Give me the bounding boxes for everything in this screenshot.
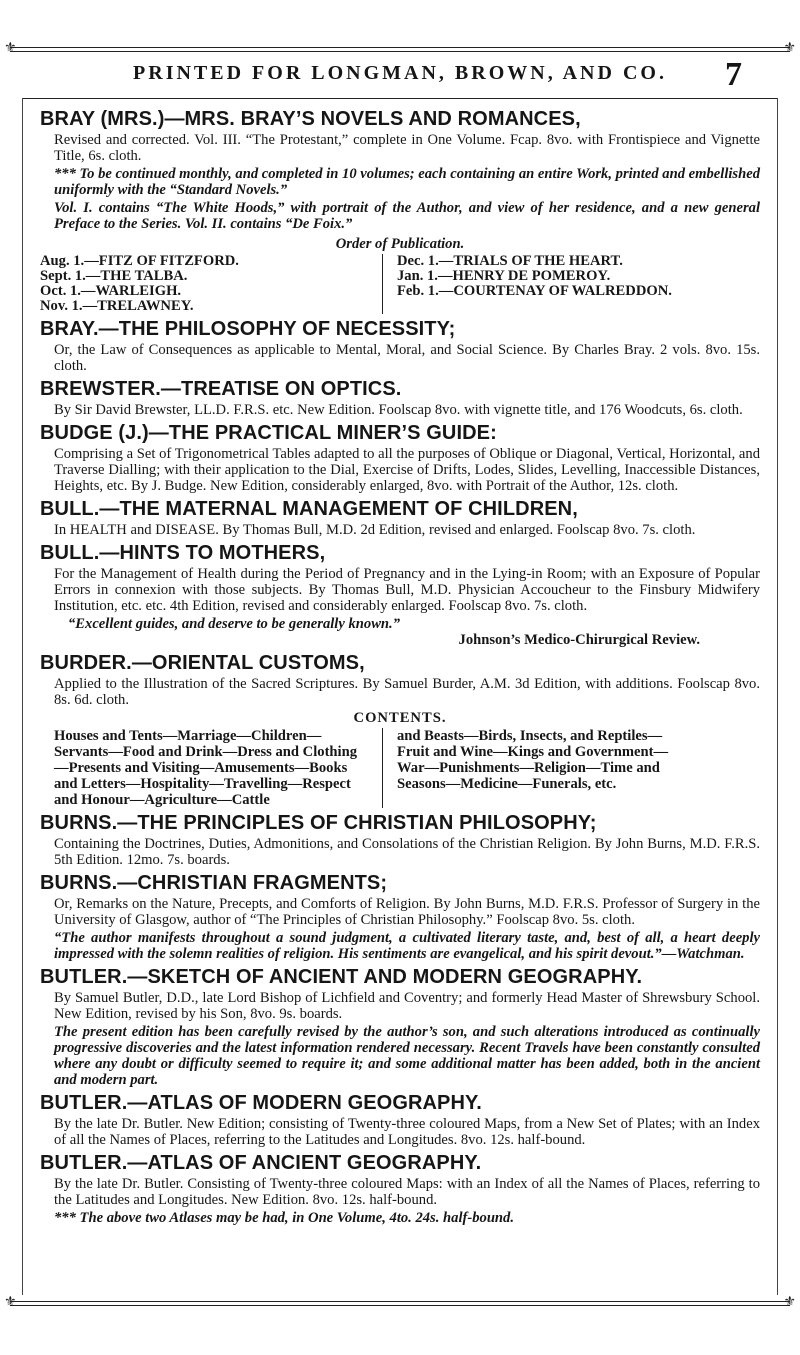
top-border-rule-inner [10,51,790,52]
page-header [0,56,800,93]
right-frame-rule [777,98,778,1295]
fleuron-ornament-left: ⚜ [4,41,17,56]
entry-title: BULL.—HINTS TO MOTHERS, [40,542,326,564]
review-attribution: Johnson’s Medico-Chirurgical Review. [458,632,700,648]
entry-title: BULL.—THE MATERNAL MANAGEMENT OF CHILDREN, [40,498,578,520]
catalogue-entries [40,104,760,1226]
order-item: Feb. 1.—COURTENAY OF WALREDDON. [397,283,672,299]
order-item: Oct. 1.—WARLEIGH. [40,283,182,299]
bottom-border-rule-inner [10,1305,790,1306]
entry-description: Revised and corrected. Vol. III. “The Protestant,” complete in One Volume. Fcap. 8vo. with Frontispiece and Vignette Title, 6s. cloth. [54,132,760,164]
entry-title: BUTLER.—SKETCH OF ANCIENT AND MODERN GEOGRAPHY. [40,966,643,988]
entry-burns-principles [40,811,760,868]
contents-list [40,728,760,808]
entry-description: In HEALTH and DISEASE. By Thomas Bull, M.D. 2d Edition, revised and enlarged. Foolscap 8vo. 7s. cloth. [54,522,696,538]
entry-description: Applied to the Illustration of the Sacred Scriptures. By Samuel Burder, A.M. 3d Edition, with additions. Foolscap 8vo. 8s. 6d. cloth. [54,676,760,708]
fleuron-ornament-right: ⚜ [783,41,796,56]
order-list-left [40,254,370,314]
entry-title: BUTLER.—ATLAS OF ANCIENT GEOGRAPHY. [40,1152,482,1174]
entry-title: BREWSTER.—TREATISE ON OPTICS. [40,378,402,400]
entry-budge [40,421,760,494]
entry-note-volumes: Vol. I. contains “The White Hoods,” with portrait of the Author, and view of her residence, and a new general Preface to the Series. Vol. II. contains “De Foix.” [54,200,760,232]
entry-title: BRAY.—THE PHILOSOPHY OF NECESSITY; [40,318,456,340]
entry-butler-atlas-modern [40,1091,760,1148]
bottom-border-rule [10,1301,790,1302]
order-item: Sept. 1.—THE TALBA. [40,268,188,284]
review-quote: “The author manifests throughout a sound judgment, a cultivated literary taste, and, best of all, a heart deeply impressed with the solemn realities of religion. His sentiments are evangelical, and his spirit devout.”—Watchman. [54,930,760,962]
left-frame-rule [22,98,23,1295]
entry-bull-maternal [40,497,760,538]
entry-description: By the late Dr. Butler. Consisting of Twenty-three coloured Maps: with an Index of all the Names of Places, referring to the Latitudes and Longitudes. New Edition. 8vo. 12s. half-bound. [54,1176,760,1208]
entry-note: *** The above two Atlases may be had, in One Volume, 4to. 24s. half-bound. [54,1210,514,1226]
entry-title: BUDGE (J.)—THE PRACTICAL MINER’S GUIDE: [40,422,497,444]
order-item: Jan. 1.—HENRY DE POMEROY. [397,268,611,284]
review-quote: “Excellent guides, and deserve to be generally known.” [68,616,400,632]
entry-bray-novels [40,107,760,314]
order-list-right [382,254,672,314]
entry-description: Or, Remarks on the Nature, Precepts, and Comforts of Religion. By John Burns, M.D. F.R.S. Professor of Surgery in the University of Glasgow, author of “The Principles of Christian Philosophy.” Foolscap 8vo. 5s. cloth. [54,896,760,928]
entry-title: BURDER.—ORIENTAL CUSTOMS, [40,652,365,674]
entry-description: For the Management of Health during the Period of Pregnancy and in the Lying-in Room; with an Exposure of Popular Errors in connexion with those subjects. By Thomas Bull, M.D. Physician Accoucheur to the Finsbury Midwifery Institution, etc. etc. 4th Edition, revised and considerably enlarged. Foolscap 8vo. 7s. cloth. [54,566,760,614]
entry-burns-fragments [40,871,760,962]
top-border-rule [10,47,790,48]
order-item: Nov. 1.—TRELAWNEY. [40,298,194,314]
entry-title: BURNS.—THE PRINCIPLES OF CHRISTIAN PHILOSOPHY; [40,812,597,834]
entry-brewster [40,377,760,418]
page-number: 7 [725,56,742,93]
entry-description: By the late Dr. Butler. New Edition; consisting of Twenty-three coloured Maps, from a New Set of Plates; with an Index of all the Names of Places, referring to the Latitudes and Longitudes. 8vo. 12s. half-bound. [54,1116,760,1148]
running-head: PRINTED FOR LONGMAN, BROWN, AND CO. [133,62,667,84]
entry-butler-sketch [40,965,760,1088]
contents-left-column: Houses and Tents—Marriage—Children—Servants—Food and Drink—Dress and Clothing—Presents and Visiting—Amusements—Books and Letters—Hospitality—Travelling—Respect and Honour—Agriculture—Cattle [54,728,358,808]
entry-description: Or, the Law of Consequences as applicable to Mental, Moral, and Social Science. By Charles Bray. 2 vols. 8vo. 15s. cloth. [54,342,760,374]
order-item: Dec. 1.—TRIALS OF THE HEART. [397,253,623,269]
entry-burder [40,651,760,808]
entry-description: By Samuel Butler, D.D., late Lord Bishop of Lichfield and Coventry; and formerly Head Master of Shrewsbury School. New Edition, revised by his Son, 8vo. 9s. boards. [54,990,760,1022]
contents-right-column: and Beasts—Birds, Insects, and Reptiles—Fruit and Wine—Kings and Government—War—Punishments—Religion—Time and Seasons—Medicine—Funerals, etc. [382,728,693,808]
entry-note: *** To be continued monthly, and completed in 10 volumes; each containing an entire Work, printed and embellished uniformly with the “Standard Novels.” [54,166,760,198]
entry-title: BRAY (MRS.)—MRS. BRAY’S NOVELS AND ROMANCES, [40,108,581,130]
order-item: Aug. 1.—FITZ OF FITZFORD. [40,253,239,269]
entry-description: By Sir David Brewster, LL.D. F.R.S. etc. New Edition. Foolscap 8vo. with vignette title, and 176 Woodcuts, 6s. cloth. [54,402,743,418]
entry-description: Containing the Doctrines, Duties, Admonitions, and Consolations of the Christian Religion. By John Burns, M.D. F.R.S. 5th Edition. 12mo. 7s. boards. [54,836,760,868]
order-of-publication-list [40,254,760,314]
entry-description: Comprising a Set of Trigonometrical Tables adapted to all the purposes of Oblique or Diagonal, Vertical, Horizontal, and Traverse Dialling; with their application to the Dial, Exercise of Drifts, Lodes, Slides, Levelling, Inaccessible Distances, Heights, etc. By J. Budge. New Edition, considerably enlarged, 8vo. with Portrait of the Author, 12s. cloth. [54,446,760,494]
entry-bull-hints [40,541,760,648]
order-of-publication-heading: Order of Publication. [335,236,465,252]
entry-title: BUTLER.—ATLAS OF MODERN GEOGRAPHY. [40,1092,482,1114]
entry-butler-atlas-ancient [40,1151,760,1226]
entry-note: The present edition has been carefully revised by the author’s son, and such alterations introduced as continually progressive discoveries and the latest information rendered necessary. Recent Travels have been constantly consulted where any doubt or difficulty seemed to require it; and some additional matter has been added, both in the ancient and modern part. [54,1024,760,1088]
entry-bray-philosophy [40,317,760,374]
contents-heading: CONTENTS. [353,710,447,726]
header-rule [22,98,778,99]
fleuron-ornament-bottom-right: ⚜ [783,1295,796,1310]
fleuron-ornament-bottom-left: ⚜ [4,1295,17,1310]
entry-title: BURNS.—CHRISTIAN FRAGMENTS; [40,872,388,894]
